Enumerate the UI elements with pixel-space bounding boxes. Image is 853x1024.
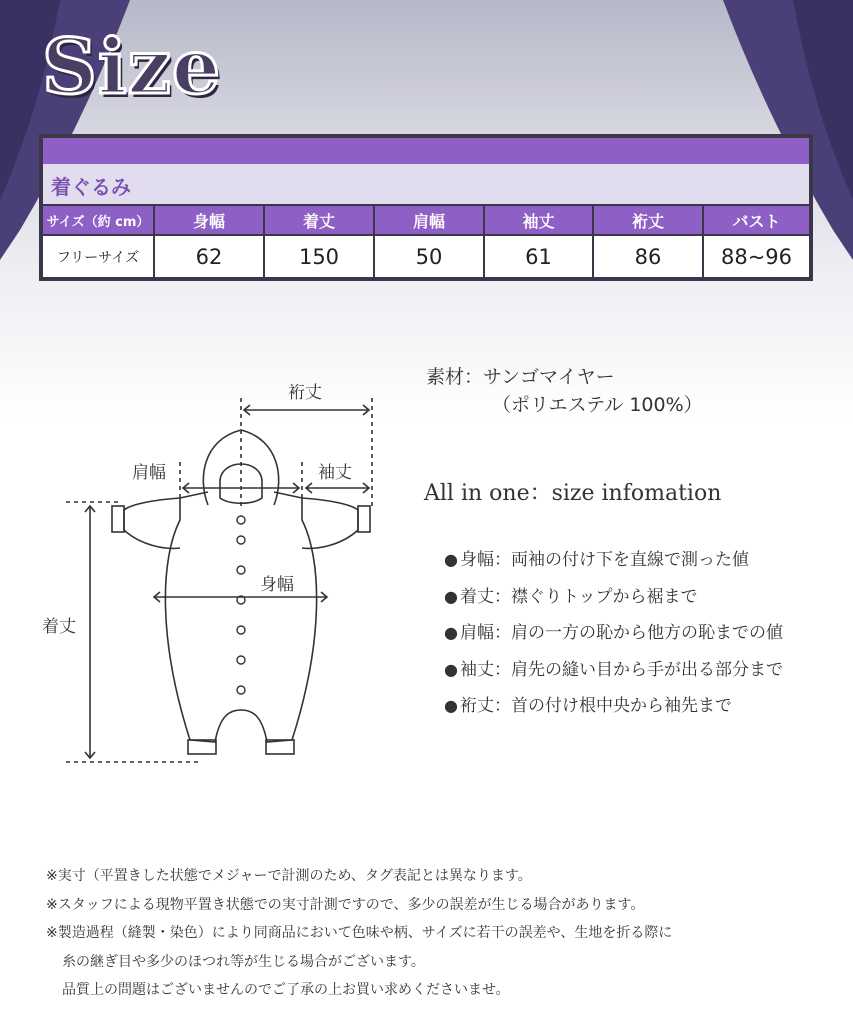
header-row [43, 206, 809, 234]
garment-diagram [30, 370, 390, 790]
category-row [43, 164, 809, 206]
value-row [43, 234, 809, 277]
header-cell-sodetake: 袖丈 [485, 206, 594, 234]
label-yukitake: 裄丈 [288, 383, 322, 403]
value-cell-mihaba: 62 [155, 236, 265, 277]
label-mihaba: 身幅 [260, 575, 294, 595]
subtitle: All in one：size infomation [424, 481, 722, 506]
front-buttons [237, 516, 245, 694]
list-item: ● 着丈：襟ぐりトップから裾まで [444, 586, 698, 607]
value-cell-katahaba: 50 [375, 236, 485, 277]
material-line-2: （ポリエステル 100%） [492, 394, 703, 416]
header-cell-size: サイズ（約 cm） [43, 206, 155, 234]
note-line: ※実寸（平置きした状態でメジャーで計測のため、タグ表記とは異なります。 [46, 868, 532, 884]
bullet-icon: ● [444, 550, 458, 569]
material-info [426, 363, 703, 419]
definitions-list [444, 545, 783, 728]
value-cell-kitake: 150 [265, 236, 375, 277]
page-title: Size [42, 22, 222, 111]
header-cell-mihaba: 身幅 [155, 206, 265, 234]
category-label: 着ぐるみ [51, 175, 131, 199]
bullet-icon: ● [444, 659, 458, 679]
note-line: 品質上の問題はございませんのでご了承の上お買い求めくださいませ。 [62, 982, 510, 998]
list-item: ● 肩幅：肩の一方の恥から他方の恥までの値 [444, 623, 783, 643]
label-sodetake: 袖丈 [318, 463, 352, 483]
bullet-icon: ● [444, 586, 458, 606]
list-item: ● 袖丈：肩先の縫い目から手が出る部分まで [444, 659, 783, 680]
header-cell-katahaba: 肩幅 [375, 206, 485, 234]
header-cell-yukitake: 裄丈 [594, 206, 704, 234]
label-katahaba: 肩幅 [132, 463, 166, 483]
table-top-band [43, 138, 809, 164]
size-table [39, 134, 813, 281]
body-outline [165, 492, 316, 742]
note-line: 糸の継ぎ目や多少のほつれ等が生じる場合がございます。 [62, 953, 425, 970]
header-cell-bust: バスト [732, 211, 781, 231]
list-item: ● 身幅：両袖の付け下を直線で測った値 [444, 550, 749, 570]
note-line: ※スタッフによる現物平置き状態での実寸計測ですので、多少の誤差が生じる場合があります。 [46, 896, 645, 913]
note-line: ※製造過程（縫製・染色）により同商品において色味や柄、サイズに若干の誤差や、生地を折る際に [46, 925, 673, 941]
bullet-icon: ● [444, 623, 458, 642]
value-cell-bust: 88~96 [720, 244, 793, 269]
notes [46, 862, 672, 1005]
label-kitake: 着丈 [42, 617, 76, 637]
value-cell-size: フリーサイズ [43, 236, 155, 277]
value-cell-sodetake: 61 [485, 236, 594, 277]
header-cell-kitake: 着丈 [265, 206, 375, 234]
value-cell-yukitake: 86 [594, 236, 704, 277]
material-line-1: 素材：サンゴマイヤー [426, 366, 615, 388]
list-item: ● 裄丈：首の付け根中央から袖先まで [444, 696, 732, 716]
bullet-icon: ● [444, 696, 458, 715]
